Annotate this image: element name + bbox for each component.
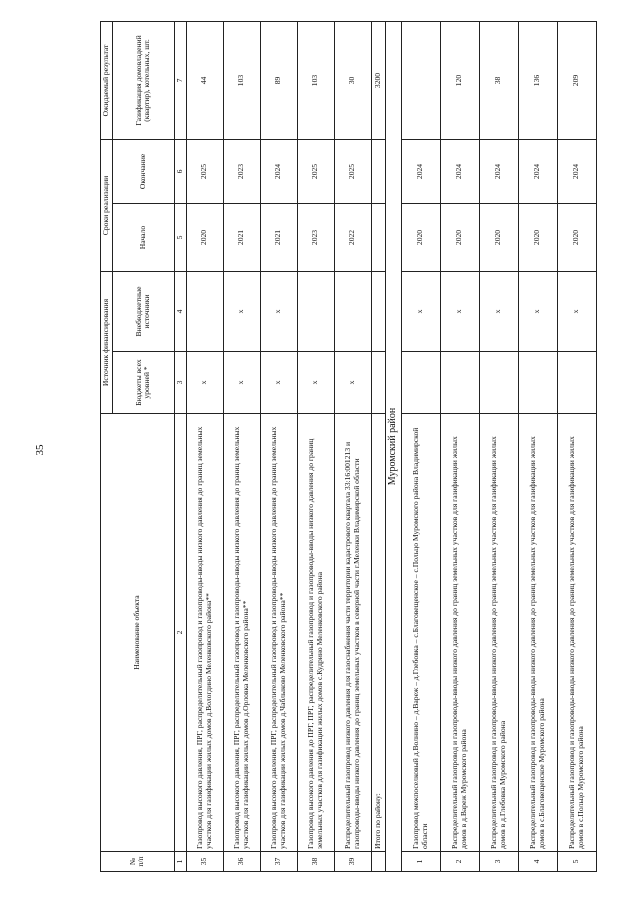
end-cell: 2025 (297, 139, 334, 203)
extra-cell: x (440, 271, 479, 351)
result-cell: 209 (557, 21, 596, 139)
start-cell: 2020 (440, 203, 479, 271)
extra-cell: x (479, 271, 518, 351)
extra-cell (186, 271, 223, 351)
total-label: Итого по району: (371, 414, 385, 852)
result-cell (401, 21, 440, 139)
row-number: 39 (334, 852, 371, 872)
gasification-table (100, 21, 597, 872)
row-number: 2 (440, 852, 479, 872)
end-cell: 2024 (557, 139, 596, 203)
column-index: 1 (174, 852, 186, 872)
header-terms: Сроки реализации (101, 139, 113, 271)
table-row (557, 21, 596, 871)
table-row (401, 21, 440, 871)
row-number: 3 (479, 852, 518, 872)
header-finance: Источник финансирования (101, 271, 113, 413)
table-row (479, 21, 518, 871)
result-cell: 44 (186, 21, 223, 139)
budget-cell: x (186, 352, 223, 414)
object-name: Газопровод высокого давления, ПРГ, распределительный газопровод и газопроводы-вводы низкого давления до границ земельных участков для газификации жилых домов д.Вологдино Меленковского района** (186, 414, 223, 852)
column-index: 3 (174, 352, 186, 414)
end-cell: 2024 (518, 139, 557, 203)
result-cell: 89 (260, 21, 297, 139)
extra-cell: x (518, 271, 557, 351)
start-cell: 2020 (518, 203, 557, 271)
end-cell: 2023 (223, 139, 260, 203)
row-number: 37 (260, 852, 297, 872)
end-cell: 2025 (186, 139, 223, 203)
district-row (385, 21, 401, 871)
table-row (440, 21, 479, 871)
header-start: Начало (112, 203, 174, 271)
end-cell: 2024 (440, 139, 479, 203)
budget-cell: x (260, 352, 297, 414)
district-title: Муромский район (385, 21, 401, 871)
object-name: Газопровод высокого давления до ПРГ, ПРГ, распределительный газопровод и газопроводы-вводы низкого давления до границ земельных участков для газификации жилых домов с.Кудрино Меленковского района (297, 414, 334, 852)
header-num: № п/п (101, 852, 175, 872)
table-row (297, 21, 334, 871)
object-name: Распределительный газопровод и газопроводы-вводы низкого давления до границ земельных участков для газификации жилых домов в д.Вареж Муромского района (440, 414, 479, 852)
end-cell: 2024 (260, 139, 297, 203)
table-row (518, 21, 557, 871)
table-row (260, 21, 297, 871)
extra-cell (334, 271, 371, 351)
document-page (100, 22, 630, 872)
header-extra: Внебюджетные источники (112, 271, 174, 351)
table-row (186, 21, 223, 871)
start-cell: 2022 (334, 203, 371, 271)
header-budget: Бюджеты всех уровней * (112, 352, 174, 414)
column-index: 5 (174, 203, 186, 271)
header-result: Ожидаемый результат (101, 21, 113, 139)
empty-cell (371, 203, 385, 271)
table-header (101, 21, 187, 871)
end-cell: 2025 (334, 139, 371, 203)
start-cell: 2020 (186, 203, 223, 271)
object-name: Газопровод высокого давления, ПРГ, распределительный газопровод и газопроводы-вводы низкого давления до границ земельных участков для газификации жилых домов д.Орловка Меленковского района** (223, 414, 260, 852)
result-cell: 30 (334, 21, 371, 139)
row-number: 4 (518, 852, 557, 872)
budget-cell: x (297, 352, 334, 414)
start-cell: 2020 (479, 203, 518, 271)
start-cell: 2021 (223, 203, 260, 271)
row-number: 5 (557, 852, 596, 872)
table-row (223, 21, 260, 871)
result-cell: 103 (223, 21, 260, 139)
row-number: 1 (401, 852, 440, 872)
start-cell: 2020 (557, 203, 596, 271)
budget-cell: x (223, 352, 260, 414)
object-name: Газопровод межпоселковый д.Волнино – д.Вареж – д.Глебовка – с.Благовещенское – с.Польцо Муромского района Владимирской области (401, 414, 440, 852)
end-cell: 2024 (401, 139, 440, 203)
column-index: 2 (174, 414, 186, 852)
object-name: Распределительный газопровод и газопроводы-вводы низкого давления до границ земельных участков для газификации жилых домов в д.Глебовка Муромского района (479, 414, 518, 852)
empty-cell (371, 352, 385, 414)
result-cell: 136 (518, 21, 557, 139)
budget-cell (518, 352, 557, 414)
empty-cell (371, 852, 385, 872)
start-cell: 2021 (260, 203, 297, 271)
budget-cell: x (334, 352, 371, 414)
extra-cell: x (557, 271, 596, 351)
column-index: 4 (174, 271, 186, 351)
budget-cell (401, 352, 440, 414)
empty-cell (371, 271, 385, 351)
header-end: Окончание (112, 139, 174, 203)
total-row (371, 21, 385, 871)
extra-cell (297, 271, 334, 351)
budget-cell (479, 352, 518, 414)
result-cell: 103 (297, 21, 334, 139)
object-name: Распределительный газопровод низкого давления для газоснабжения части территории кадастрового квартала 33:16:001213 и газопроводы-вводы низкого давления до границ земельных участков в северной части г.Меленки Владимирской области (334, 414, 371, 852)
object-name: Распределительный газопровод и газопроводы-вводы низкого давления до границ земельных участков для газификации жилых домов в с.Польцо Муромского района (557, 414, 596, 852)
row-number: 36 (223, 852, 260, 872)
empty-cell (371, 139, 385, 203)
budget-cell (440, 352, 479, 414)
total-value: 3200 (371, 21, 385, 139)
column-index: 7 (174, 21, 186, 139)
header-gasification: Газификация домовладений (квартир), котельных, шт. (112, 21, 174, 139)
column-index-row (174, 21, 186, 871)
result-cell: 38 (479, 21, 518, 139)
row-number: 35 (186, 852, 223, 872)
extra-cell: x (401, 271, 440, 351)
end-cell: 2024 (479, 139, 518, 203)
column-index: 6 (174, 139, 186, 203)
result-cell: 120 (440, 21, 479, 139)
extra-cell: x (260, 271, 297, 351)
table-row (334, 21, 371, 871)
page-number: 35 (34, 444, 46, 456)
object-name: Газопровод высокого давления, ПРГ, распределительный газопровод и газопроводы-вводы низкого давления до границ земельных участков для газификации жилых домов д.Чаблыково Меленковского района** (260, 414, 297, 852)
object-name: Распределительный газопровод и газопроводы-вводы низкого давления до границ земельных участков для газификации жилых домов в с.Благовещенское Муромского района (518, 414, 557, 852)
row-number: 38 (297, 852, 334, 872)
budget-cell (557, 352, 596, 414)
extra-cell: x (223, 271, 260, 351)
header-name: Наименование объекта (101, 414, 175, 852)
start-cell: 2020 (401, 203, 440, 271)
start-cell: 2023 (297, 203, 334, 271)
